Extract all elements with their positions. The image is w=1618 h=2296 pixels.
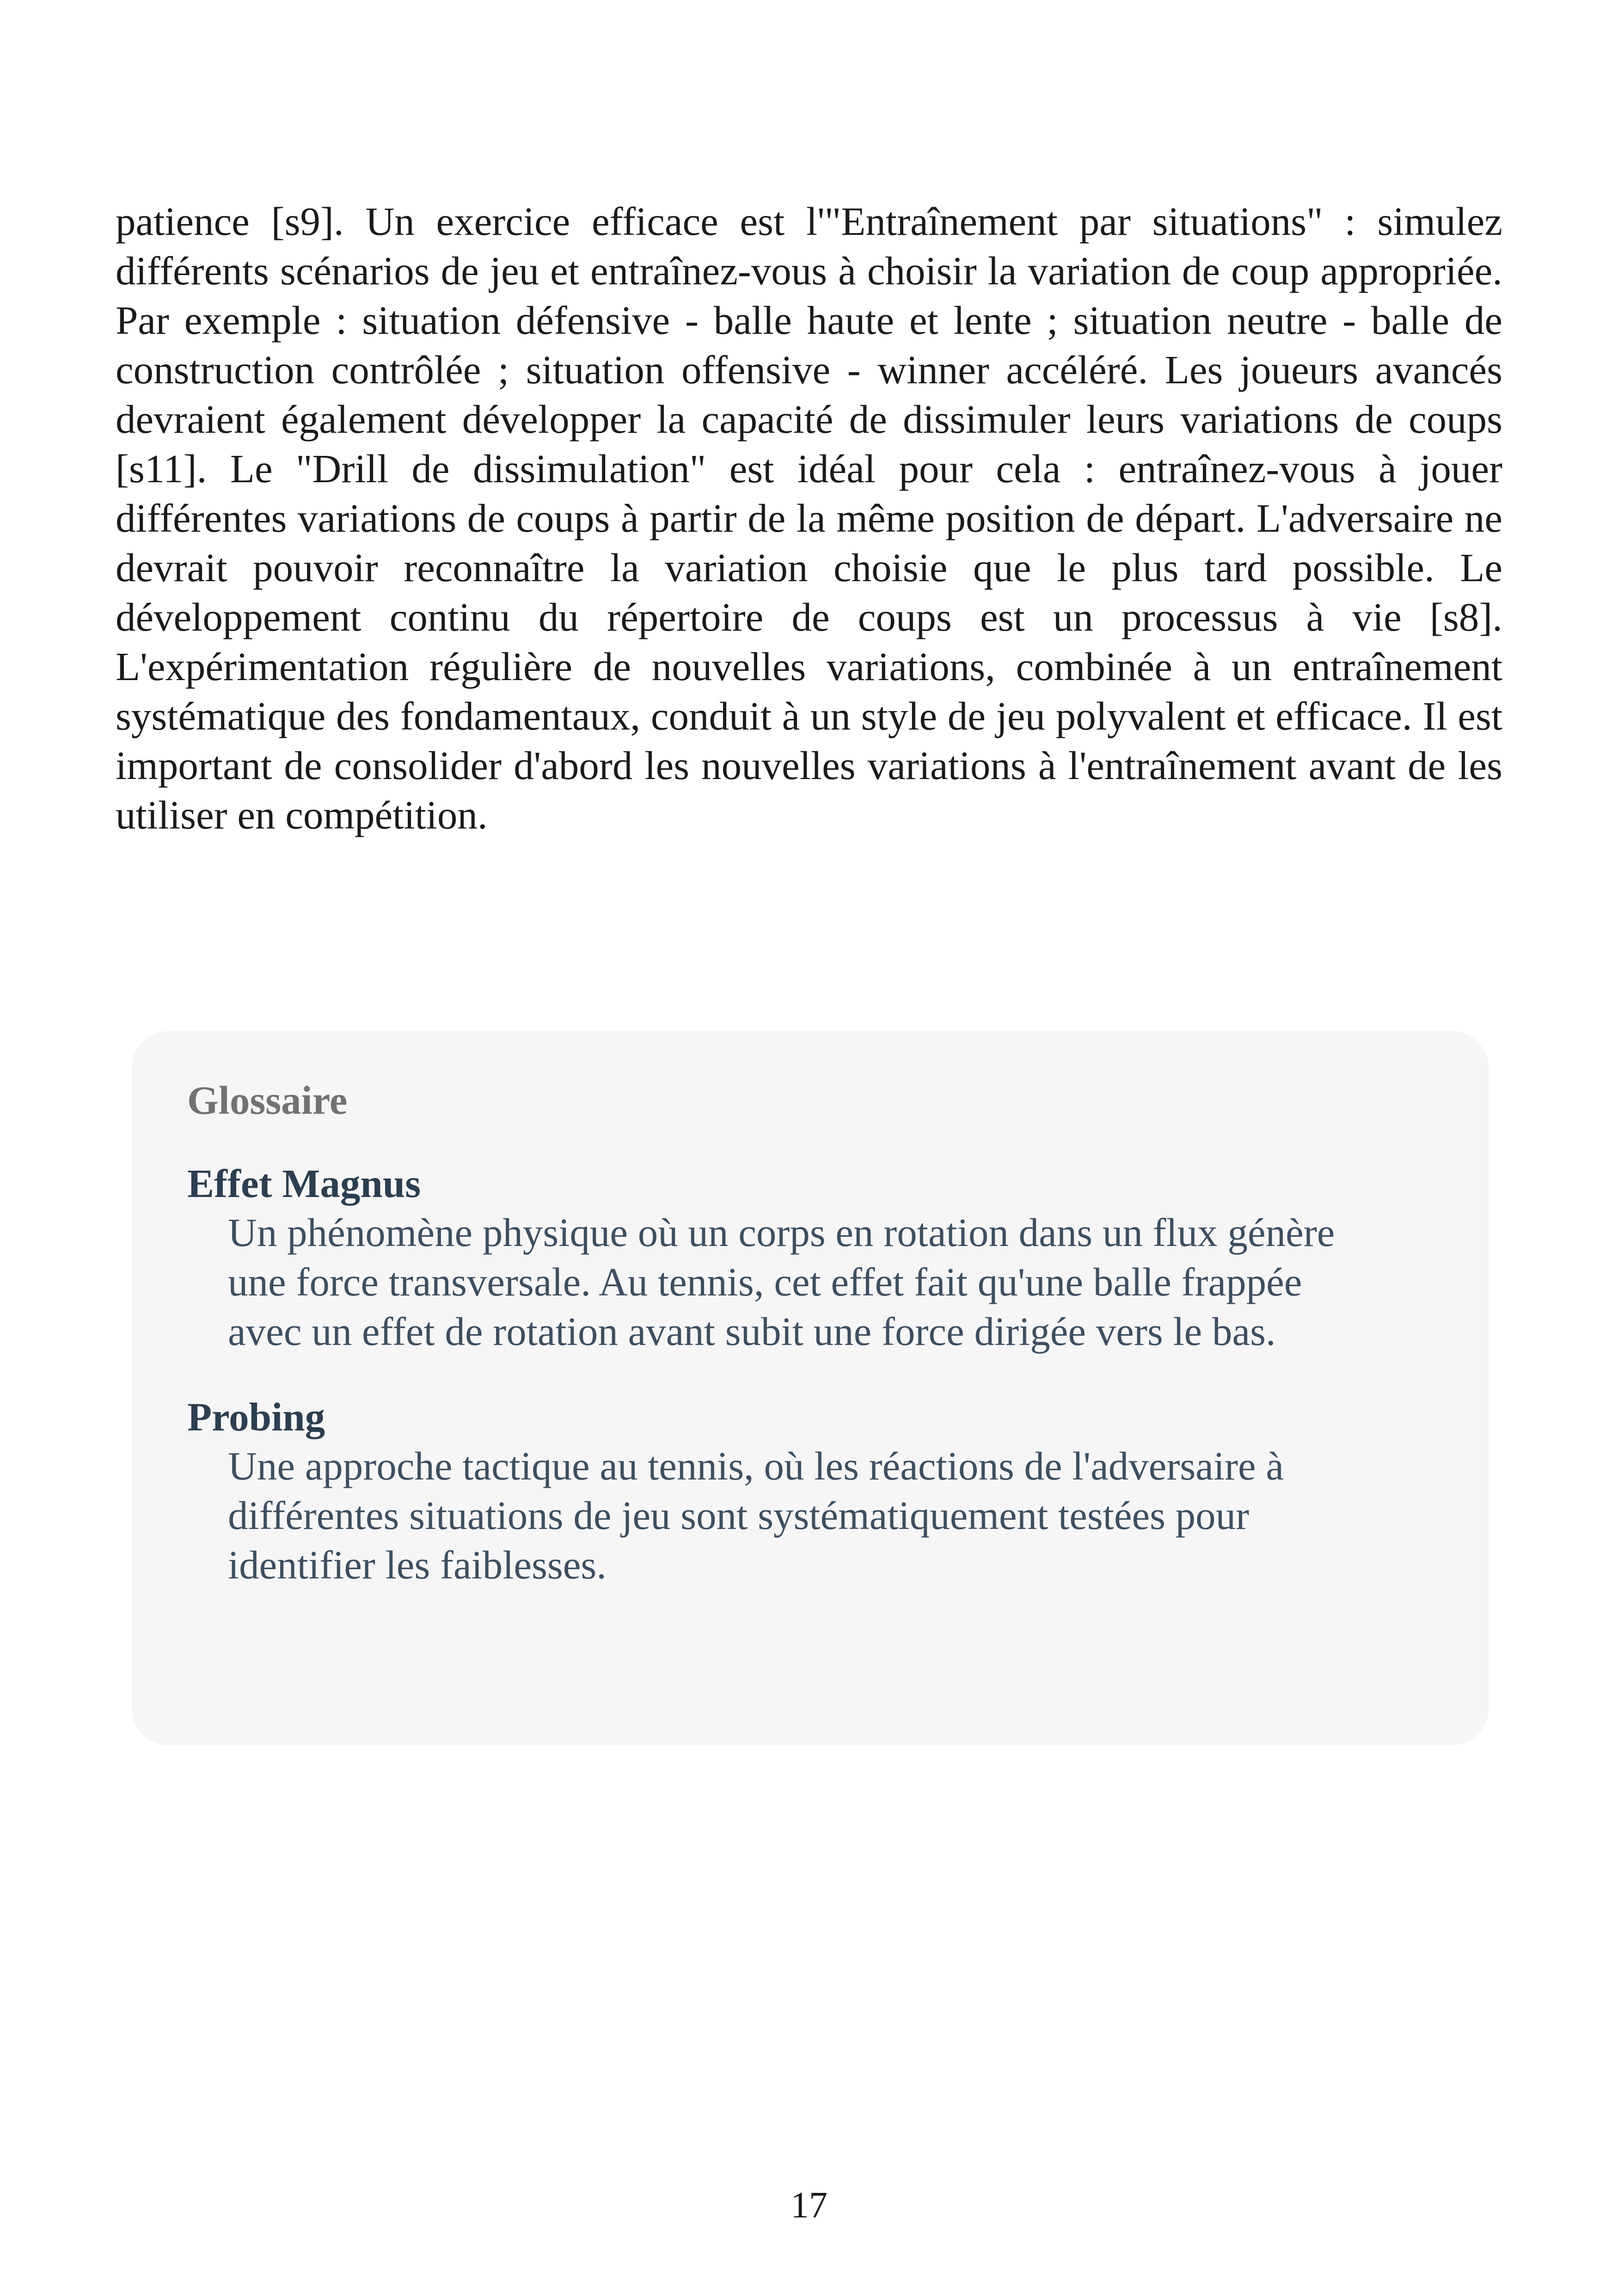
- glossary-entry-probing: [187, 1393, 1433, 1590]
- glossary-box: [132, 1031, 1489, 1745]
- page-number: 17: [791, 2185, 827, 2226]
- glossary-definition: Une approche tactique au tennis, où les réactions de l'adversaire à différentes situations de jeu sont systématiquement testées pour identifier les faiblesses.: [228, 1443, 1284, 1587]
- glossary-entry-effet-magnus: [187, 1160, 1433, 1356]
- glossary-title: Glossaire: [187, 1078, 348, 1123]
- glossary-term: Probing: [187, 1394, 325, 1439]
- glossary-term: Effet Magnus: [187, 1161, 421, 1206]
- body-paragraph: patience [s9]. Un exercice efficace est l'"Entraînement par situations" : simulez différents scénarios de jeu et entraînez-vous à choisir la variation de coup appropriée. Par exemple : situation défensive - balle haute et lente ; situation neutre - balle de construction contrôlée ; situation offensive - winner accéléré. Les joueurs avancés devraient également développer la capacité de dissimuler leurs variations de coups [s11]. Le "Drill de dissimulation" est idéal pour cela : entraînez-vous à jouer différentes variations de coups à partir de la même position de départ. L'adversaire ne devrait pouvoir reconnaître la variation choisie que le plus tard possible. Le développement continu du répertoire de coups est un processus à vie [s8]. L'expérimentation régulière de nouvelles variations, combinée à un entraînement systématique des fondamentaux, conduit à un style de jeu polyvalent et efficace. Il est important de consolider d'abord les nouvelles variations à l'entraînement avant de les utiliser en compétition.: [116, 199, 1502, 837]
- glossary-definition: Un phénomène physique où un corps en rotation dans un flux génère une force transversale. Au tennis, cet effet fait qu'une balle frappée avec un effet de rotation avant subit une force dirigée vers le bas.: [228, 1210, 1335, 1354]
